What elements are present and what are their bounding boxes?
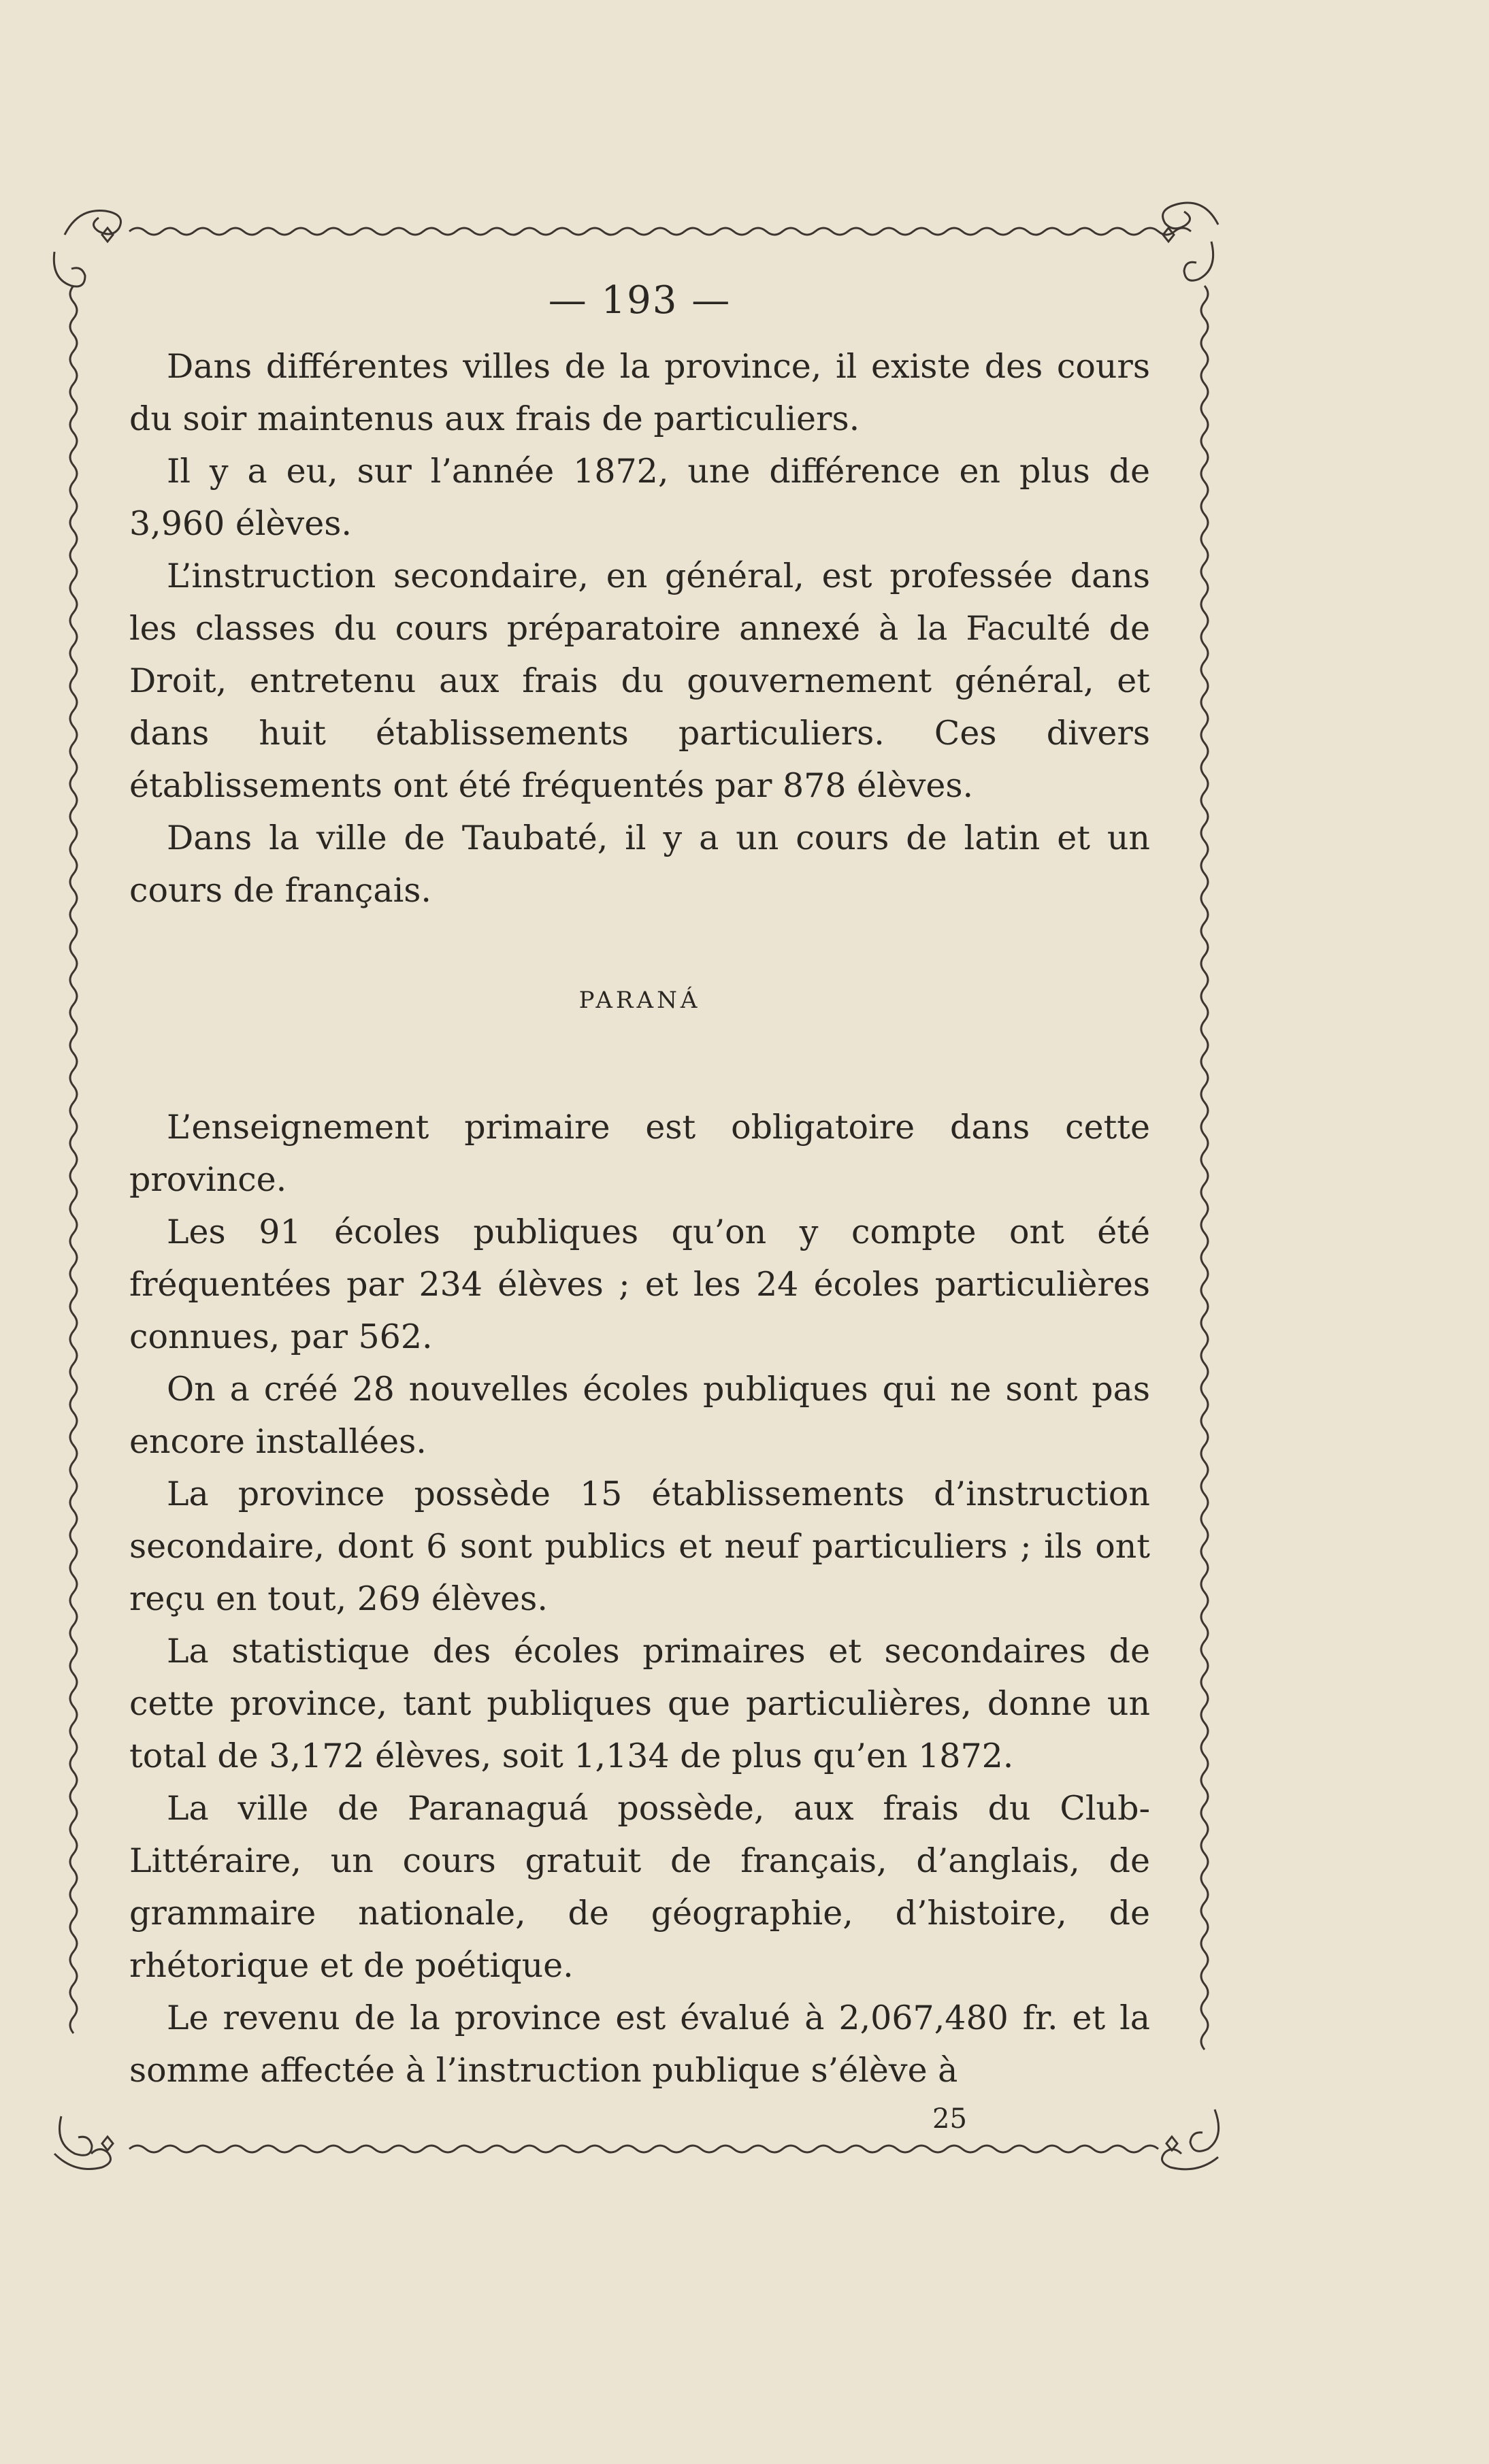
text-block-lower: [129, 1101, 1150, 2097]
top-wavy-line: [129, 228, 1191, 235]
page-number-header: — 193 —: [548, 278, 732, 323]
corner-ornament-top-right: [1163, 203, 1218, 280]
paragraph-11: Le revenu de la province est évalué à 2,067,480 fr. et la somme affectée à l’instruction publique s’élève à: [129, 1999, 1150, 2090]
corner-ornament-bottom-right: [1162, 2109, 1219, 2169]
paragraph-6: Les 91 écoles publiques qu’on y compte ont été fréquentées par 234 élèves ; et les 24 écoles particulières connues, par 562.: [129, 1213, 1150, 1356]
paragraph-3: L’instruction secondaire, en général, est professée dans les classes du cours préparatoire annexé à la Faculté de Droit, entretenu aux frais du gouvernement général, et dans huit établissements particuliers. Ces divers établissements ont été fréquentés par 878 élèves.: [129, 557, 1150, 805]
paragraph-10: La ville de Paranaguá possède, aux frais du Club-Littéraire, un cours gratuit de français, d’anglais, de grammaire nationale, de géographie, d’histoire, de rhétorique et de poétique.: [129, 1789, 1150, 1985]
paragraph-2: Il y a eu, sur l’année 1872, une différence en plus de 3,960 élèves.: [129, 452, 1150, 543]
paragraph-9: La statistique des écoles primaires et secondaires de cette province, tant publiques que particulières, donne un total de 3,172 élèves, soit 1,134 de plus qu’en 1872.: [129, 1632, 1150, 1775]
left-wavy-line: [70, 286, 77, 2033]
text-block-upper: [129, 340, 1150, 917]
bottom-wavy-line: [129, 2146, 1158, 2152]
right-wavy-line: [1201, 286, 1208, 2050]
corner-ornament-top-left: [54, 210, 120, 286]
paragraph-5: L’enseignement primaire est obligatoire dans cette province.: [129, 1108, 1150, 1199]
paragraph-7: On a créé 28 nouvelles écoles publiques qui ne sont pas encore installées.: [129, 1370, 1150, 1461]
paragraph-8: La province possède 15 établissements d’instruction secondaire, dont 6 sont publics et neuf particuliers ; ils ont reçu en tout, 269 élèves.: [129, 1475, 1150, 1618]
section-title-parana: PARANÁ: [578, 987, 701, 1014]
corner-ornament-bottom-left: [54, 2116, 113, 2169]
paragraph-1: Dans différentes villes de la province, il existe des cours du soir maintenus aux frais de particuliers.: [129, 347, 1150, 438]
paragraph-4: Dans la ville de Taubaté, il y a un cours de latin et un cours de français.: [129, 819, 1150, 910]
signature-mark: 25: [932, 2103, 967, 2135]
